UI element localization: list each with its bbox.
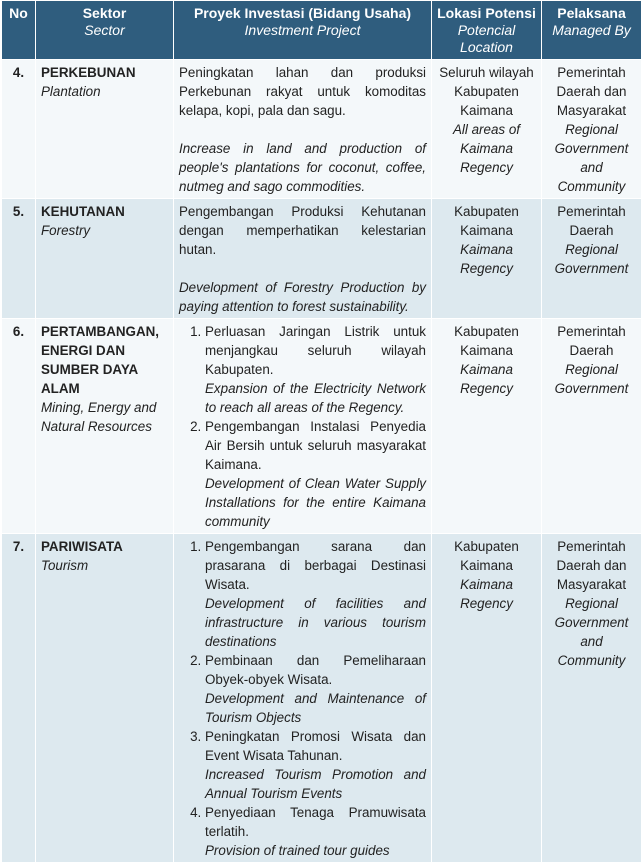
list-item — [205, 417, 426, 531]
project-item-text: 2. Pembinaan dan Pemeliharaan Obyek-obyek Wisata. — [205, 653, 426, 687]
project-item-text: 3. Peningkatan Promosi Wisata dan Event Wisata Tahunan. — [205, 729, 426, 763]
project-item-text-en: Development of facilities and infrastructure in various tourism destinations — [205, 596, 426, 649]
row-number: 5. — [2, 199, 36, 319]
manager-text: Pemerintah Daerah dan Masyarakat — [556, 539, 627, 592]
project-cell — [174, 199, 432, 319]
location-text-en: Kaimana Regency — [460, 362, 513, 396]
header-sector: Sektor Sector — [36, 1, 174, 60]
header-location: Lokasi Potensi Potencial Location — [432, 1, 542, 60]
header-no: No — [2, 1, 36, 60]
sector-name-en: Tourism — [41, 558, 89, 573]
manager-cell — [542, 60, 642, 199]
project-item-text: 2. Pengembangan Instalasi Penyedia Air Bersih untuk seluruh masyarakat Kaimana. — [205, 419, 426, 472]
location-text: Kabupaten Kaimana — [454, 324, 519, 358]
location-text: Kabupaten Kaimana — [454, 204, 519, 238]
table-row — [2, 199, 642, 319]
project-item-text-en: Expansion of the Electricity Network to reach all areas of the Regency. — [205, 381, 426, 415]
sector-cell — [36, 534, 174, 863]
project-text: Peningkatan lahan dan produksi Perkebunan rakyat untuk komoditas kelapa, kopi, pala dan sagu. — [179, 65, 426, 118]
project-item-text-en: Development of Clean Water Supply Installations for the entire Kaimana community — [205, 476, 426, 529]
project-cell — [174, 60, 432, 199]
manager-text-en: Regional Government — [554, 242, 629, 276]
manager-text-en: Regional Government and Community — [554, 596, 629, 668]
list-item — [205, 803, 426, 860]
manager-cell — [542, 534, 642, 863]
manager-text: Pemerintah Daerah — [557, 204, 626, 238]
project-cell — [174, 319, 432, 534]
location-cell — [432, 60, 542, 199]
location-text: Seluruh wilayah Kabupaten Kaimana — [439, 65, 534, 118]
sector-name: KEHUTANAN — [41, 204, 125, 219]
project-text-en: Increase in land and production of people's plantations for coconut, coffee, nutmeg and sago commodities. — [179, 141, 426, 194]
sector-name: PERTAMBANGAN, ENERGI DAN SUMBER DAYA ALAM — [41, 324, 160, 396]
sector-cell — [36, 319, 174, 534]
row-number: 7. — [2, 534, 36, 863]
sector-cell — [36, 60, 174, 199]
table-row — [2, 319, 642, 534]
list-item — [205, 322, 426, 417]
table-header-row — [2, 1, 642, 60]
manager-text-en: Regional Government and Community — [554, 122, 629, 194]
sector-name: PERKEBUNAN — [41, 65, 136, 80]
row-number: 6. — [2, 319, 36, 534]
project-list — [179, 537, 426, 860]
manager-text: Pemerintah Daerah — [557, 324, 626, 358]
project-cell — [174, 534, 432, 863]
project-list — [179, 322, 426, 531]
list-item — [205, 651, 426, 727]
table-row — [2, 60, 642, 199]
manager-text-en: Regional Government — [554, 362, 629, 396]
header-project: Proyek Investasi (Bidang Usaha) Investment Project — [174, 1, 432, 60]
table-row — [2, 534, 642, 863]
manager-cell — [542, 199, 642, 319]
investment-table — [1, 0, 642, 863]
project-item-text-en: Increased Tourism Promotion and Annual Tourism Events — [205, 767, 426, 801]
list-item — [205, 537, 426, 651]
list-item — [205, 727, 426, 803]
project-item-text: 1. Perluasan Jaringan Listrik untuk menjangkau seluruh wilayah Kabupaten. — [205, 324, 426, 377]
project-item-text: 1. Pengembangan sarana dan prasarana di berbagai Destinasi Wisata. — [205, 539, 426, 592]
sector-name: PARIWISATA — [41, 539, 123, 554]
sector-name-en: Forestry — [41, 223, 91, 238]
location-cell — [432, 319, 542, 534]
sector-cell — [36, 199, 174, 319]
sector-name-en: Plantation — [41, 84, 101, 99]
header-manager: Pelaksana Managed By — [542, 1, 642, 60]
location-text-en: Kaimana Regency — [460, 242, 513, 276]
project-item-text-en: Provision of trained tour guides — [205, 843, 390, 858]
location-text: Kabupaten Kaimana — [454, 539, 519, 573]
project-text-en: Development of Forestry Production by paying attention to forest sustainability. — [179, 280, 426, 314]
project-text: Pengembangan Produksi Kehutanan dengan memperhatikan kelestarian hutan. — [179, 204, 426, 257]
location-text-en: All areas of Kaimana Regency — [453, 122, 520, 175]
project-item-text-en: Development and Maintenance of Tourism Objects — [205, 691, 426, 725]
project-item-text: 4. Penyediaan Tenaga Pramuwisata terlatih. — [205, 805, 426, 839]
location-text-en: Kaimana Regency — [460, 577, 513, 611]
location-cell — [432, 534, 542, 863]
location-cell — [432, 199, 542, 319]
manager-cell — [542, 319, 642, 534]
manager-text: Pemerintah Daerah dan Masyarakat — [556, 65, 627, 118]
row-number: 4. — [2, 60, 36, 199]
sector-name-en: Mining, Energy and Natural Resources — [41, 400, 157, 434]
